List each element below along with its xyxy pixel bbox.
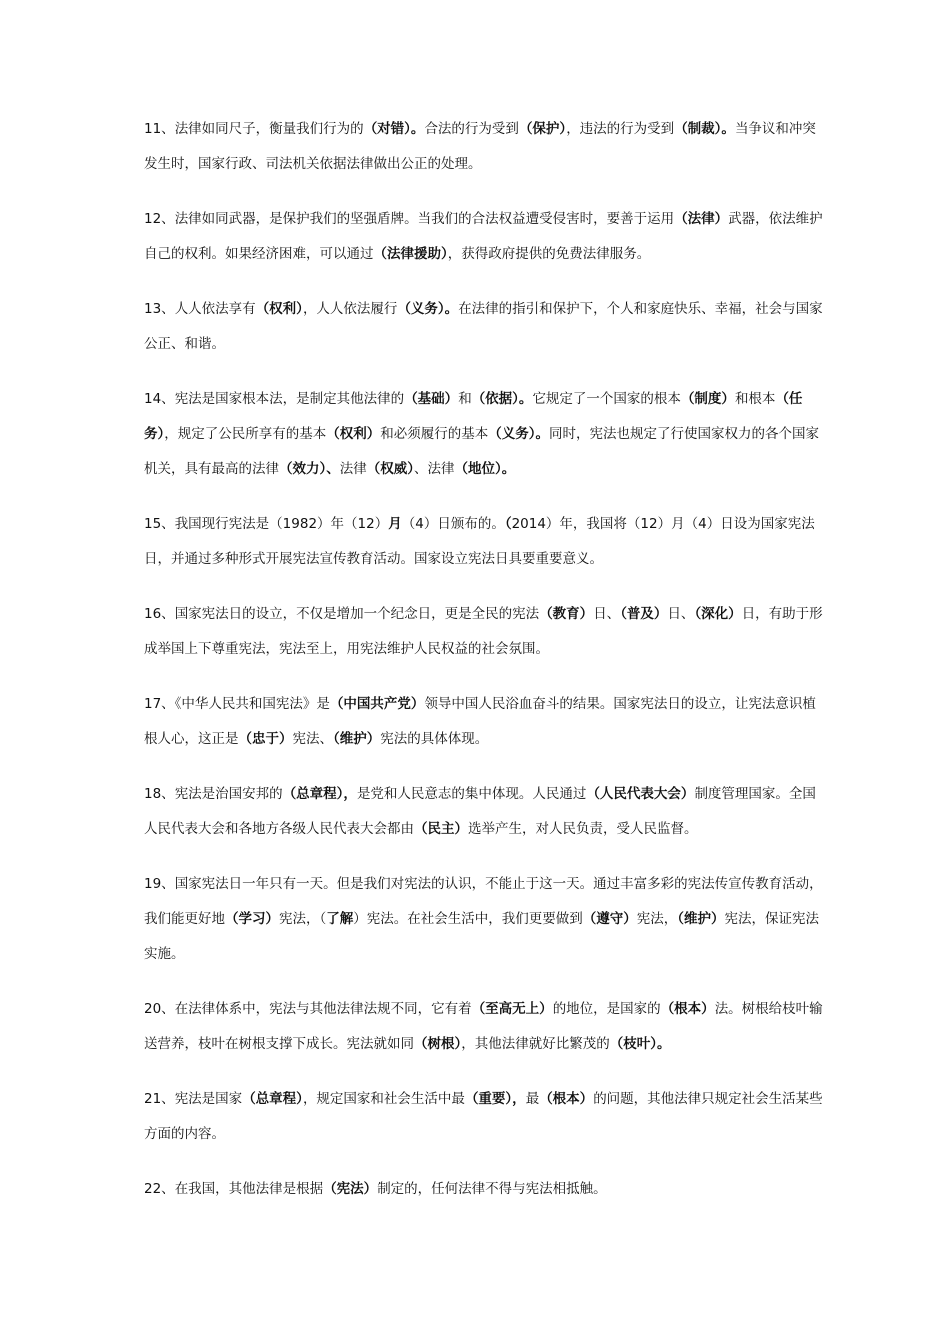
body-text: 它规定了一个国家的根本 [532,391,681,407]
paragraph-item [144,202,824,272]
paragraph-item [144,292,824,362]
answer-text: （权利） [326,426,381,442]
paragraph-item [144,597,824,667]
answer-text: （制裁）。 [674,121,735,137]
paragraph-item [144,687,824,757]
body-text: 、法律 [414,461,455,477]
answer-text: （至高无上） [471,1001,553,1017]
body-text: 的地位，是国家的 [552,1001,661,1017]
answer-text: （任务） [144,391,803,442]
body-text: 人人依法享有 [174,301,256,317]
body-text: 和 [458,391,472,407]
answer-text: （普及） [620,606,668,622]
answer-text: （总章程）， [282,786,357,802]
answer-text: （保护） [518,121,567,137]
answer-text: （民主） [414,821,468,837]
paragraph-item [144,777,824,847]
body-text: ，规定国家和社会生活中最 [302,1091,465,1107]
body-text: 宪法、 [292,731,333,747]
answer-text: （法律援助） [373,246,448,262]
item-number: 13、 [144,301,175,317]
body-text: 日，有助于形成举国上下尊重宪法，宪法至上，用宪法维护人民权益的社会氛围。 [144,606,823,657]
answer-text: （树根） [414,1036,462,1052]
answer-text: （义务）。 [397,301,459,317]
body-text: 在法律体系中，宪法与其他法律法规不同，它有着 [174,1001,472,1017]
paragraph-item [144,1082,824,1152]
item-number: 20、 [144,1001,175,1017]
body-text: 宪法是国家 [174,1091,243,1107]
body-text: ，人人依法履行 [302,301,398,317]
answer-text: （宪法） [323,1181,378,1197]
answer-text: （维护） [333,731,381,747]
answer-text: （教育） [539,606,594,622]
body-text: 宪法是国家根本法，是制定其他法律的 [174,391,405,407]
body-text: 最 [525,1091,540,1107]
body-text: 日、 [593,606,621,622]
paragraph-item [144,867,824,972]
body-text: ）宪法。在社会生活中，我们更要做到 [353,911,583,927]
item-number: 22、 [144,1181,175,1197]
answer-text: （地位）。 [454,461,516,477]
answer-text: 月 [388,516,402,532]
body-text: ，违法的行为受到 [566,121,675,137]
answer-text: （忠于） [238,731,293,747]
answer-text: （深化） [694,606,742,622]
answer-text: （基础） [404,391,459,407]
answer-text: （遵守） [582,911,637,927]
answer-text: （根本） [539,1091,594,1107]
paragraph-item [144,507,824,577]
answer-text: （法律） [674,211,729,227]
answer-text: （对错）。 [363,121,425,137]
body-text: （4）日颁布的。 [401,516,505,532]
body-text: 武器，依法维护自己的权利。如果经济困难，可以通过 [144,211,823,262]
answer-text: （人民代表大会） [586,786,695,802]
item-number: 19、 [144,876,175,892]
item-number: 11、 [144,121,175,137]
answer-text: （中国共产党） [329,696,425,712]
body-text: 是党和人民意志的集中体现。人民通过 [356,786,587,802]
answer-text: （根本） [660,1001,715,1017]
body-text: ，规定了公民所享有的基本 [164,426,327,442]
body-text: 制定的，任何法律不得与宪法相抵触。 [377,1181,607,1197]
answer-text: （依据）。 [471,391,533,407]
item-number: 14、 [144,391,175,407]
paragraph-item [144,1172,824,1207]
body-text: 合法的行为受到 [424,121,519,137]
body-text: 宪法的具体体现。 [380,731,489,747]
item-number: 16、 [144,606,175,622]
body-text: 国家宪法日一年只有一天。但是我们对宪法的认识，不能止于这一天。通过丰富多彩的宪法传宣传教育活动，我们能更好地 [144,876,823,927]
answer-text: （制度） [680,391,735,407]
item-number: 12、 [144,211,175,227]
answer-text: （权威） [366,461,414,477]
body-text: 的问题，其他法律只规定社会生活某些方面的内容。 [144,1091,823,1142]
body-text: ，其他法律就好比繁茂的 [461,1036,610,1052]
body-text: 和必须履行的基本 [380,426,489,442]
body-text: 同时，宪法也规定了行使国家权力的各个国家机关，具有最高的法律 [144,426,819,477]
body-text: 宪法，保证宪法实施。 [144,911,819,962]
answer-text: （效力）、 [279,461,340,477]
body-text: 在我国，其他法律是根据 [174,1181,324,1197]
item-number: 15、 [144,516,175,532]
body-text: 当争议和冲突发生时，国家行政、司法机关依据法律做出公正的处理。 [144,121,816,172]
answer-text: （维护） [677,911,725,927]
paragraph-item [144,992,824,1062]
paragraph-item [144,112,824,182]
body-text: 我国现行宪法是（1982）年（12） [174,516,389,532]
paragraph-item [144,382,824,487]
answer-text: （权利） [255,301,303,317]
answer-text: （重要）， [464,1091,526,1107]
item-number: 21、 [144,1091,175,1107]
body-text: 宪法，（ [279,911,327,927]
body-text: 《中华人民共和国宪法》是 [174,696,330,712]
document-page [144,112,824,1227]
item-number: 18、 [144,786,175,802]
body-text: 法律 [339,461,367,477]
answer-text: （ [504,516,512,532]
item-number: 17、 [144,696,175,712]
body-text: 法。树根给枝叶输送营养，枝叶在树根支撑下成长。宪法就如同 [144,1001,823,1052]
answer-text: （枝叶）。 [609,1036,671,1052]
body-text: 国家宪法日的设立，不仅是增加一个纪念日，更是全民的宪法 [174,606,540,622]
body-text: 宪法是治国安邦的 [174,786,283,802]
body-text: 选举产生，对人民负责，受人民监督。 [468,821,698,837]
body-text: 制度管理国家。全国人民代表大会和各地方各级人民代表大会都由 [144,786,816,837]
body-text: 在法律的指引和保护下，个人和家庭快乐、幸福，社会与国家公正、和谐。 [144,301,823,352]
body-text: 2014）年，我国将（12）月（4）日设为国家宪法日，并通过多种形式开展宪法宣传教育活动。国家设立宪法日具要重要意义。 [144,516,815,567]
answer-text: （学习） [225,911,279,927]
answer-text: （总章程） [242,1091,303,1107]
body-text: 宪法， [636,911,678,927]
body-text: ，获得政府提供的免费法律服务。 [447,246,651,262]
body-text: 领导中国人民浴血奋斗的结果。国家宪法日的设立，让宪法意识植根人心，这正是 [144,696,816,747]
body-text: 日、 [667,606,695,622]
answer-text: 了解 [326,911,354,927]
body-text: 法律如同尺子，衡量我们行为的 [174,121,364,137]
body-text: 和根本 [734,391,776,407]
answer-text: （义务）。 [488,426,549,442]
body-text: 法律如同武器，是保护我们的坚强盾牌。当我们的合法权益遭受侵害时，要善于运用 [174,211,675,227]
